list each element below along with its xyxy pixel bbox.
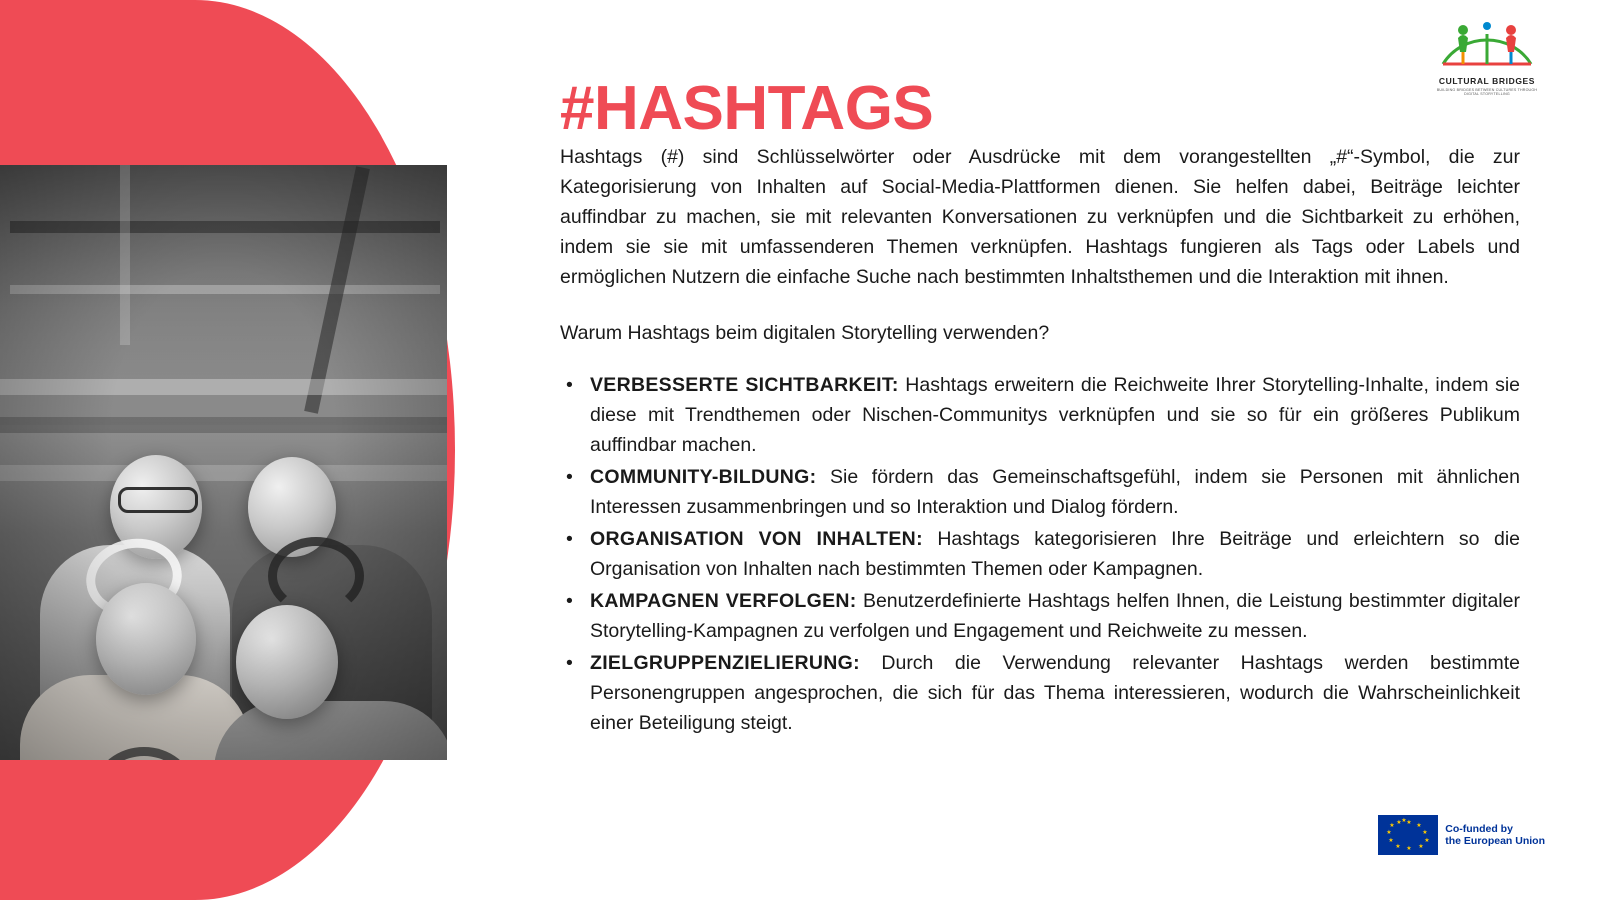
- photo-vignette: [0, 165, 447, 760]
- list-item-text: Hashtags kategorisieren Ihre Beiträge und erleichtern so die Organisation von Inhalten nach bestimmten Themen oder Kampagnen.: [590, 528, 1520, 580]
- list-item: [560, 648, 1520, 738]
- list-item: [560, 370, 1520, 460]
- eu-flag-icon: ★ ★ ★ ★ ★ ★ ★ ★ ★ ★ ★ ★: [1378, 815, 1438, 855]
- list-item-lead: VERBESSERTE SICHTBARKEIT:: [590, 374, 899, 396]
- intro-paragraph: Hashtags (#) sind Schlüsselwörter oder Ausdrücke mit dem vorangestellten „#“-Symbol, die zur Kategorisierung von Inhalten auf Social-Media-Plattformen dienen. Sie helfen dabei, Beiträge leichter auffindbar zu machen, sie mit relevanten Konversationen zu verknüpfen und die Sichtbarkeit zu erhöhen, indem sie sie mit umfassenderen Themen verknüpfen. Hashtags fungieren als Tags oder Labels und ermöglichen Nutzern die einfache Suche nach bestimmten Inhaltsthemen und die Interaktion mit ihnen.: [560, 146, 1520, 288]
- list-item-text: Benutzerdefinierte Hashtags helfen Ihnen, die Leistung bestimmter digitaler Storytelling-Kampagnen zu verfolgen und Engagement und Reichweite zu messen.: [590, 590, 1520, 642]
- slide-content: [560, 0, 1520, 900]
- list-item: [560, 462, 1520, 522]
- list-item: [560, 586, 1520, 646]
- cultural-bridges-name: CULTURAL BRIDGES: [1438, 76, 1536, 86]
- list-item-lead: ORGANISATION VON INHALTEN:: [590, 528, 923, 550]
- list-item-lead: COMMUNITY-BILDUNG:: [590, 466, 817, 488]
- benefits-list: [560, 370, 1520, 738]
- list-item-text: Hashtags erweitern die Reichweite Ihrer Storytelling-Inhalte, indem sie diese mit Trendthemen oder Nischen-Communitys verknüpfen und sie so für ein größeres Publikum auffindbar machen.: [590, 374, 1520, 456]
- cultural-bridges-tagline: BUILDING BRIDGES BETWEEN CULTURES THROUGH DIGITAL STORYTELLING: [1436, 88, 1538, 96]
- list-item: [560, 524, 1520, 584]
- eu-funding-line2: the European Union: [1445, 835, 1545, 847]
- eu-funding-text: [1445, 823, 1545, 847]
- list-item-lead: ZIELGRUPPENZIELIERUNG:: [590, 652, 860, 674]
- list-item-text: Sie fördern das Gemeinschaftsgefühl, indem sie Personen mit ähnlichen Interessen zusammenbringen und so Interaktion und Dialog fördern.: [590, 466, 1520, 518]
- list-item-lead: KAMPAGNEN VERFOLGEN:: [590, 590, 857, 612]
- group-photo: [0, 165, 447, 760]
- eu-funding-line1: Co-funded by: [1445, 823, 1513, 835]
- body-text: [560, 142, 1520, 740]
- list-item-text: Durch die Verwendung relevanter Hashtags werden bestimmte Personengruppen angesprochen, die sich für das Thema interessieren, wodurch die Wahrscheinlichkeit einer Beteiligung steigt.: [590, 652, 1520, 734]
- question-paragraph: Warum Hashtags beim digitalen Storytelling verwenden?: [560, 322, 1050, 344]
- page-title: #HASHTAGS: [560, 73, 934, 143]
- eu-funding-logo: [1378, 815, 1545, 855]
